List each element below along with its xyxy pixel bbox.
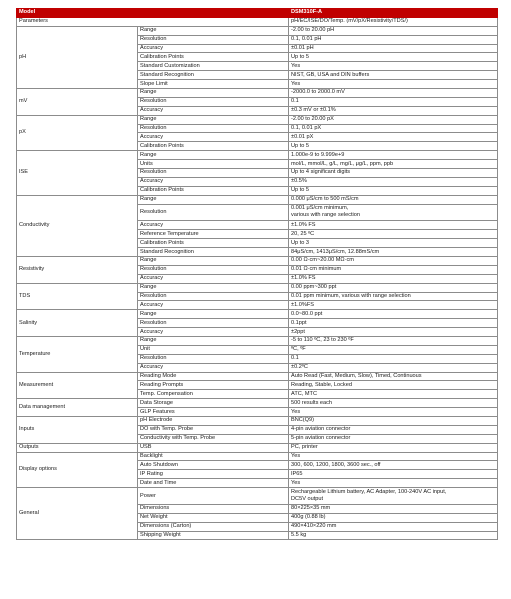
category-tds: TDS [17, 283, 138, 310]
param-value: ATC, MTC [289, 390, 498, 399]
param-name: Resolution [138, 35, 289, 44]
table-row [17, 283, 498, 292]
param-value: Up to 5 [289, 142, 498, 151]
param-name: Accuracy [138, 301, 289, 310]
param-value: 0.00 Ω·cm~20.00 MΩ·cm [289, 256, 498, 265]
param-name: Range [138, 195, 289, 204]
table-header-row [17, 9, 498, 18]
table-row [17, 336, 498, 345]
param-value: 0.000 μS/cm to 500 mS/cm [289, 195, 498, 204]
param-name: Accuracy [138, 274, 289, 283]
param-value: pH/EC/ISE/DO/Temp. (mV/pX/Resistivity/TDS/) [289, 17, 498, 26]
spec-table-body [17, 9, 498, 540]
param-value: -2.00 to 20.00 pH [289, 26, 498, 35]
category-ph: pH [17, 26, 138, 88]
param-name: Resolution [138, 97, 289, 106]
param-name: Range [138, 151, 289, 160]
param-value: ±2ppt [289, 328, 498, 337]
param-value: Up to 3 [289, 239, 498, 248]
table-row [17, 195, 498, 204]
param-value: 490×410×220 mm [289, 522, 498, 531]
param-value-line: various with range selection [291, 212, 361, 219]
param-name: Calibration Points [138, 142, 289, 151]
table-row [17, 399, 498, 408]
param-value: 5.5 kg [289, 531, 498, 540]
param-value: NIST, GB, USA and DIN buffers [289, 71, 498, 80]
param-value: ±0.01 pX [289, 133, 498, 142]
header-blank [138, 9, 289, 18]
param-value: Yes [289, 452, 498, 461]
param-name: Units [138, 160, 289, 169]
param-name: Resolution [138, 169, 289, 178]
table-row [17, 89, 498, 98]
param-value: 0.1, 0.01 pH [289, 35, 498, 44]
param-name: Range [138, 26, 289, 35]
param-name: Accuracy [138, 44, 289, 53]
param-name: Conductivity with Temp. Probe [138, 434, 289, 443]
param-value: BNC(Q9) [289, 416, 498, 425]
param-name: Unit [138, 345, 289, 354]
table-row [17, 452, 498, 461]
param-name: Resolution [138, 204, 289, 221]
param-value: ±1.0% FS [289, 221, 498, 230]
param-value: -5 to 110 ºC, 23 to 230 ºF [289, 336, 498, 345]
param-name: Standard Customization [138, 62, 289, 71]
param-value: 0.01 ppm minimum, various with range selection [289, 292, 498, 301]
param-value-line: DC5V output [291, 496, 324, 502]
table-row [17, 488, 498, 505]
param-value: -2.00 to 20.00 pX [289, 115, 498, 124]
param-name: Resolution [138, 354, 289, 363]
param-name: Accuracy [138, 177, 289, 186]
param-value: PC, printer [289, 443, 498, 452]
param-name: Range [138, 115, 289, 124]
table-row [17, 310, 498, 319]
param-value: 1.000e-9 to 9.999e+9 [289, 151, 498, 160]
param-value: Yes [289, 479, 498, 488]
param-value: ±0.2ºC [289, 363, 498, 372]
param-name: Accuracy [138, 133, 289, 142]
param-name: Shipping Weight [138, 531, 289, 540]
param-value: Up to 5 [289, 186, 498, 195]
param-name: Standard Recognition [138, 248, 289, 257]
param-name: Accuracy [138, 221, 289, 230]
category-data-management: Data management [17, 399, 138, 417]
param-value: ±0.01 pH [289, 44, 498, 53]
param-value: Up to 4 significant digits [289, 169, 498, 178]
param-value: mol/L, mmol/L, g/L, mg/L, μg/L, ppm, ppb [289, 160, 498, 169]
param-value: 0.1 [289, 97, 498, 106]
param-value: 84μS/cm, 1413μS/cm, 12.88mS/cm [289, 248, 498, 257]
category-conductivity: Conductivity [17, 195, 138, 256]
param-name: Calibration Points [138, 53, 289, 62]
param-value: 0.1ppt [289, 319, 498, 328]
category-temperature: Temperature [17, 336, 138, 372]
category-display-options: Display options [17, 452, 138, 488]
param-value: 0.01 Ω·cm minimum [289, 265, 498, 274]
param-value: IP65 [289, 470, 498, 479]
param-value: Yes [289, 62, 498, 71]
category-measurement: Measurement [17, 372, 138, 399]
param-name: IP Rating [138, 470, 289, 479]
param-name: Accuracy [138, 106, 289, 115]
param-name: Resolution [138, 124, 289, 133]
param-value: 0.00 ppm~300 ppt [289, 283, 498, 292]
table-row [17, 372, 498, 381]
param-value: Auto Read (Fast, Medium, Slow), Timed, Continuous [289, 372, 498, 381]
param-name: Auto Shutdown [138, 461, 289, 470]
param-name: Date and Time [138, 479, 289, 488]
param-name: Range [138, 336, 289, 345]
table-row [17, 151, 498, 160]
param-name: GLP Features [138, 408, 289, 417]
param-value: 5-pin aviation connector [289, 434, 498, 443]
param-value: 0.0~80.0 ppt [289, 310, 498, 319]
param-value: Yes [289, 408, 498, 417]
param-name: Reading Mode [138, 372, 289, 381]
param-value: 80×225×35 mm [289, 504, 498, 513]
category-mv: mV [17, 89, 138, 116]
param-value: 300, 600, 1200, 1800, 3600 sec., off [289, 461, 498, 470]
spec-table [16, 8, 498, 540]
param-value: 0.1 [289, 354, 498, 363]
param-value: 400g (0.88 lb) [289, 513, 498, 522]
header-model-value: DSM310F-A [289, 9, 498, 18]
header-model-label: Model [17, 9, 138, 18]
param-value: 4-pin aviation connector [289, 425, 498, 434]
param-value: ±1.0% FS [289, 274, 498, 283]
param-name: Range [138, 89, 289, 98]
param-value: ±0.5% [289, 177, 498, 186]
param-name: Accuracy [138, 363, 289, 372]
table-row [17, 416, 498, 425]
param-name: DO with Temp. Probe [138, 425, 289, 434]
param-value: 0.1, 0.01 pX [289, 124, 498, 133]
param-name: Backlight [138, 452, 289, 461]
category-outputs: Outputs [17, 443, 138, 452]
param-name: Accuracy [138, 328, 289, 337]
param-name: Slope Limit [138, 80, 289, 89]
category-inputs: Inputs [17, 416, 138, 443]
param-name: Range [138, 283, 289, 292]
param-name: Resolution [138, 292, 289, 301]
param-name: USB [138, 443, 289, 452]
param-name: Calibration Points [138, 186, 289, 195]
table-row [17, 17, 498, 26]
param-name: Range [138, 256, 289, 265]
table-row [17, 115, 498, 124]
param-value [289, 488, 498, 505]
param-value: -2000.0 to 2000.0 mV [289, 89, 498, 98]
param-name: Power [138, 488, 289, 505]
table-row [17, 443, 498, 452]
param-value [289, 204, 498, 221]
param-value: 500 results each [289, 399, 498, 408]
param-name: Dimensions (Carton) [138, 522, 289, 531]
param-name: Temp. Compensation [138, 390, 289, 399]
param-value: ºC, ºF [289, 345, 498, 354]
category-resistivity: Resistivity [17, 256, 138, 283]
param-value: Yes [289, 80, 498, 89]
param-value-line: Rechargeable Lithium battery, AC Adapter, 100-240V AC input, [291, 489, 447, 495]
param-name: Dimensions [138, 504, 289, 513]
category-ise: ISE [17, 151, 138, 195]
category-px: pX [17, 115, 138, 151]
param-name: Resolution [138, 319, 289, 328]
param-name: Calibration Points [138, 239, 289, 248]
category-salinity: Salinity [17, 310, 138, 337]
category-general: General [17, 488, 138, 540]
param-name: Reading Prompts [138, 381, 289, 390]
param-value-line: 0.001 μS/cm minimum, [291, 205, 349, 212]
param-name: pH Electrode [138, 416, 289, 425]
param-name: Net Weight [138, 513, 289, 522]
param-name: Reference Temperature [138, 230, 289, 239]
category-parameters: Parameters [17, 17, 289, 26]
param-name: Resolution [138, 265, 289, 274]
table-row [17, 256, 498, 265]
param-value: ±1.0%FS [289, 301, 498, 310]
param-value: Up to 5 [289, 53, 498, 62]
param-value: Reading, Stable, Locked [289, 381, 498, 390]
param-value: ±0.3 mV or ±0.1% [289, 106, 498, 115]
table-row [17, 26, 498, 35]
param-name: Range [138, 310, 289, 319]
param-name: Data Storage [138, 399, 289, 408]
param-value: 20, 25 ºC [289, 230, 498, 239]
param-name: Standard Recognition [138, 71, 289, 80]
